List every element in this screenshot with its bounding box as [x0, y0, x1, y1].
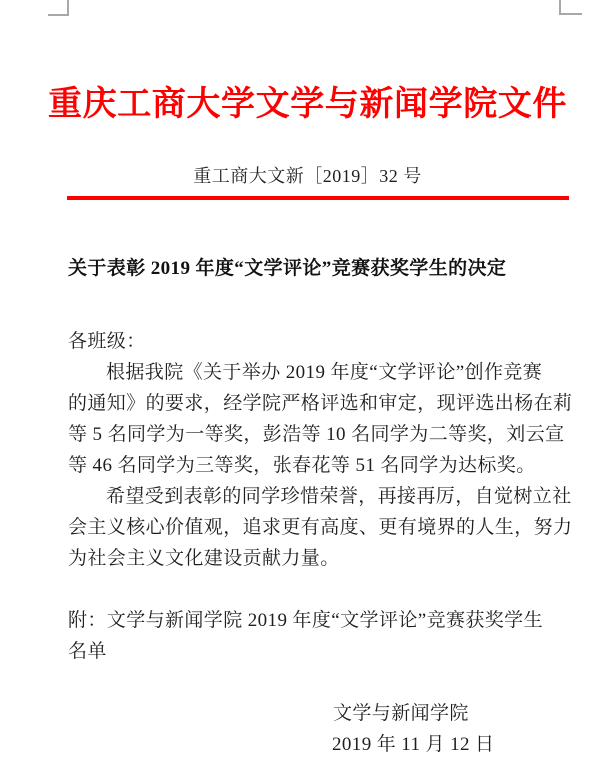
blank-line: [68, 667, 578, 698]
document-heading: 关于表彰 2019 年度“文学评论”竞赛获奖学生的决定: [68, 258, 507, 279]
signature-line: 文学与新闻学院: [333, 703, 469, 724]
top-left-margin-mark-vertical: [67, 0, 69, 15]
document-number: 重工商大文新［2019］32 号: [193, 166, 422, 186]
attachment-line: 附：文学与新闻学院 2019 年度“文学评论”竞赛获奖学生: [68, 610, 543, 631]
date-line: 2019 年 11 月 12 日: [332, 734, 495, 755]
body-line: 会主义核心价值观，追求更有高度、更有境界的人生，努力: [68, 517, 573, 538]
org-header-title: 重庆工商大学文学与新闻学院文件: [48, 86, 567, 123]
body-line: 的通知》的要求，经学院严格评选和审定，现评选出杨在莉: [68, 393, 573, 414]
document-body: [68, 326, 578, 760]
body-line: 等 5 名同学为一等奖，彭浩等 10 名同学为二等奖，刘云宣: [68, 424, 565, 445]
body-line: 等 46 名同学为三等奖，张春花等 51 名同学为达标奖。: [68, 455, 536, 476]
body-line: 根据我院《关于举办 2019 年度“文学评论”创作竞赛: [106, 362, 543, 383]
red-separator-rule: [67, 196, 569, 200]
top-right-margin-mark-vertical: [559, 0, 561, 14]
body-line: 为社会主义文化建设贡献力量。: [68, 548, 340, 569]
blank-line: [68, 574, 578, 605]
attachment-line: 名单: [68, 641, 107, 662]
body-line: 希望受到表彰的同学珍惜荣誉，再接再厉，自觉树立社: [106, 486, 572, 507]
top-left-margin-mark-horizontal: [48, 14, 69, 16]
top-right-margin-mark-horizontal: [559, 13, 582, 15]
salutation-line: 各班级：: [68, 331, 146, 352]
